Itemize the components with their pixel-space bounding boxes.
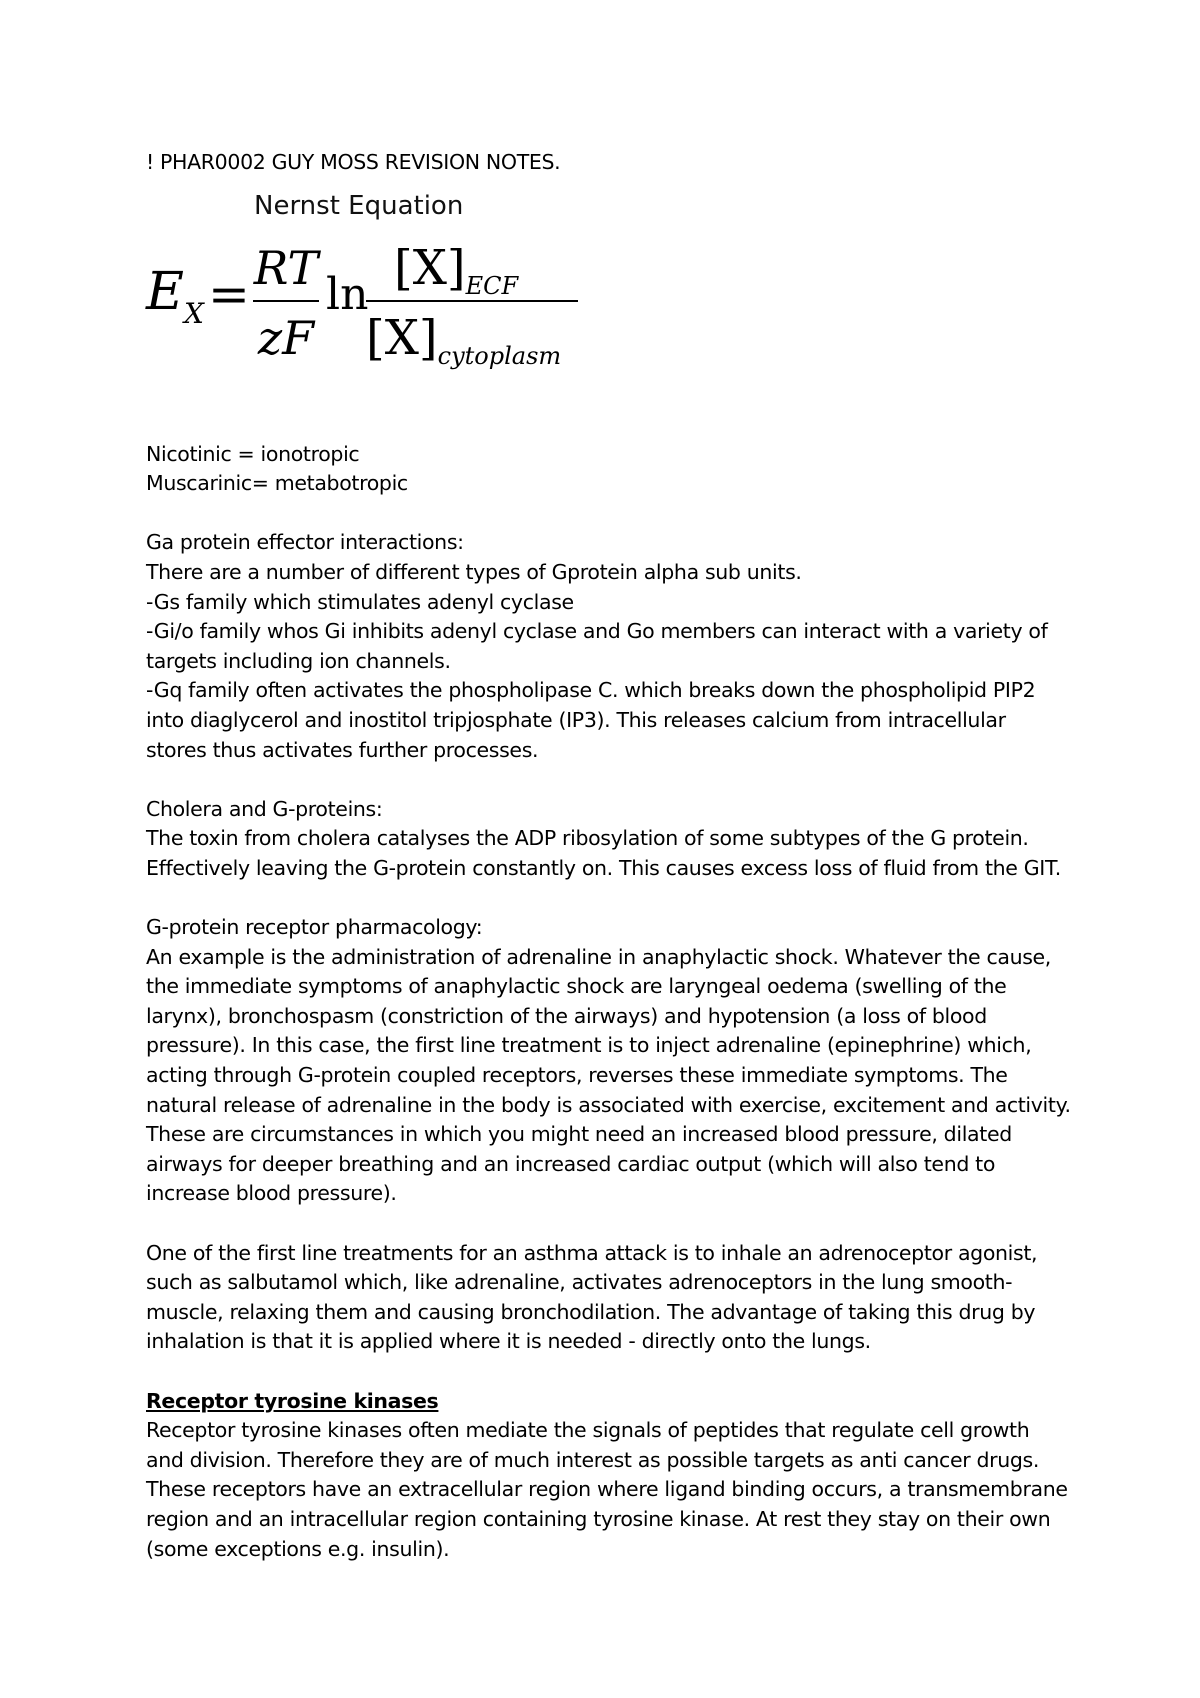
- document-body: [146, 148, 1086, 1564]
- fraction-numerator: RT: [253, 240, 319, 295]
- rtk-line: and division. Therefore they are of much interest as possible targets as anti cancer drugs.: [146, 1447, 1040, 1472]
- gpcr-line: larynx), bronchospasm (constriction of the airways) and hypotension (a loss of blood: [146, 1003, 987, 1028]
- natural-log: ln: [326, 268, 369, 320]
- ga-line: There are a number of different types of Gprotein alpha sub units.: [146, 559, 802, 584]
- cholera-heading: Cholera and G-proteins:: [146, 796, 383, 821]
- cholera-line: The toxin from cholera catalyses the ADP ribosylation of some subtypes of the G protein.: [146, 826, 1029, 851]
- ga-line: targets including ion channels.: [146, 648, 451, 673]
- gpcr-line: pressure). In this case, the first line treatment is to inject adrenaline (epinephrine) which,: [146, 1033, 1032, 1058]
- gpcr-line: An example is the administration of adrenaline in anaphylactic shock. Whatever the cause,: [146, 944, 1051, 969]
- rt-over-zf-fraction: [250, 238, 322, 368]
- asthma-line: One of the first line treatments for an asthma attack is to inhale an adrenoceptor agonist,: [146, 1240, 1038, 1265]
- equation-title: Nernst Equation: [254, 190, 464, 221]
- asthma-line: muscle, relaxing them and causing bronchodilation. The advantage of taking this drug by: [146, 1299, 1036, 1324]
- fraction-bar: [253, 300, 319, 302]
- receptor-line-muscarinic: Muscarinic= metabotropic: [146, 471, 408, 496]
- rtk-line: Receptor tyrosine kinases often mediate the signals of peptides that regulate cell growth: [146, 1418, 1030, 1443]
- ga-heading: Ga protein effector interactions:: [146, 530, 464, 555]
- ga-line: -Gq family often activates the phospholipase C. which breaks down the phospholipid PIP2: [146, 678, 1036, 703]
- ga-line: stores thus activates further processes.: [146, 737, 539, 762]
- rtk-line: (some exceptions e.g. insulin).: [146, 1536, 450, 1561]
- gpcr-line: airways for deeper breathing and an increased cardiac output (which will also tend to: [146, 1151, 996, 1176]
- document-title: ! PHAR0002 GUY MOSS REVISION NOTES.: [146, 150, 561, 174]
- ga-line: into diaglycerol and inostitol tripjosphate (IP3). This releases calcium from intracellular: [146, 707, 1006, 732]
- asthma-line: inhalation is that it is applied where it is needed - directly onto the lungs.: [146, 1329, 871, 1354]
- cholera-line: Effectively leaving the G-protein constantly on. This causes excess loss of fluid from the GIT.: [146, 855, 1061, 880]
- gpcr-heading: G-protein receptor pharmacology:: [146, 915, 483, 940]
- gpcr-line: acting through G-protein coupled receptors, reverses these immediate symptoms. The: [146, 1063, 1008, 1088]
- rtk-line: These receptors have an extracellular region where ligand binding occurs, a transmembrane: [146, 1477, 1068, 1502]
- rtk-heading: Receptor tyrosine kinases: [146, 1388, 439, 1413]
- asthma-line: such as salbutamol which, like adrenaline, activates adrenoceptors in the lung smooth-: [146, 1270, 1013, 1295]
- gpcr-line: natural release of adrenaline in the body is associated with exercise, excitement and activity.: [146, 1092, 1071, 1117]
- receptor-line-nicotinic: Nicotinic = ionotropic: [146, 441, 360, 466]
- fraction-denominator: zF: [257, 310, 315, 365]
- ga-line: -Gs family which stimulates adenyl cyclase: [146, 589, 574, 614]
- gpcr-line: These are circumstances in which you might need an increased blood pressure, dilated: [146, 1122, 1012, 1147]
- concentration-ratio: [366, 238, 578, 368]
- equation-lhs: $E_X$: [146, 261, 204, 330]
- gpcr-line: increase blood pressure).: [146, 1181, 397, 1206]
- gpcr-line: the immediate symptoms of anaphylactic shock are laryngeal oedema (swelling of the: [146, 974, 1007, 999]
- concentration-cytoplasm: $[X]_{cytoplasm}$: [366, 309, 562, 370]
- equation-formula: [146, 238, 586, 418]
- ga-line: -Gi/o family whos Gi inhibits adenyl cyclase and Go members can interact with a variety of: [146, 619, 1048, 644]
- equals-sign: =: [208, 264, 250, 323]
- nernst-equation-figure: [146, 192, 1086, 440]
- concentration-ecf: $[X]_{ECF}$: [394, 239, 519, 300]
- rtk-line: region and an intracellular region containing tyrosine kinase. At rest they stay on their own: [146, 1506, 1051, 1531]
